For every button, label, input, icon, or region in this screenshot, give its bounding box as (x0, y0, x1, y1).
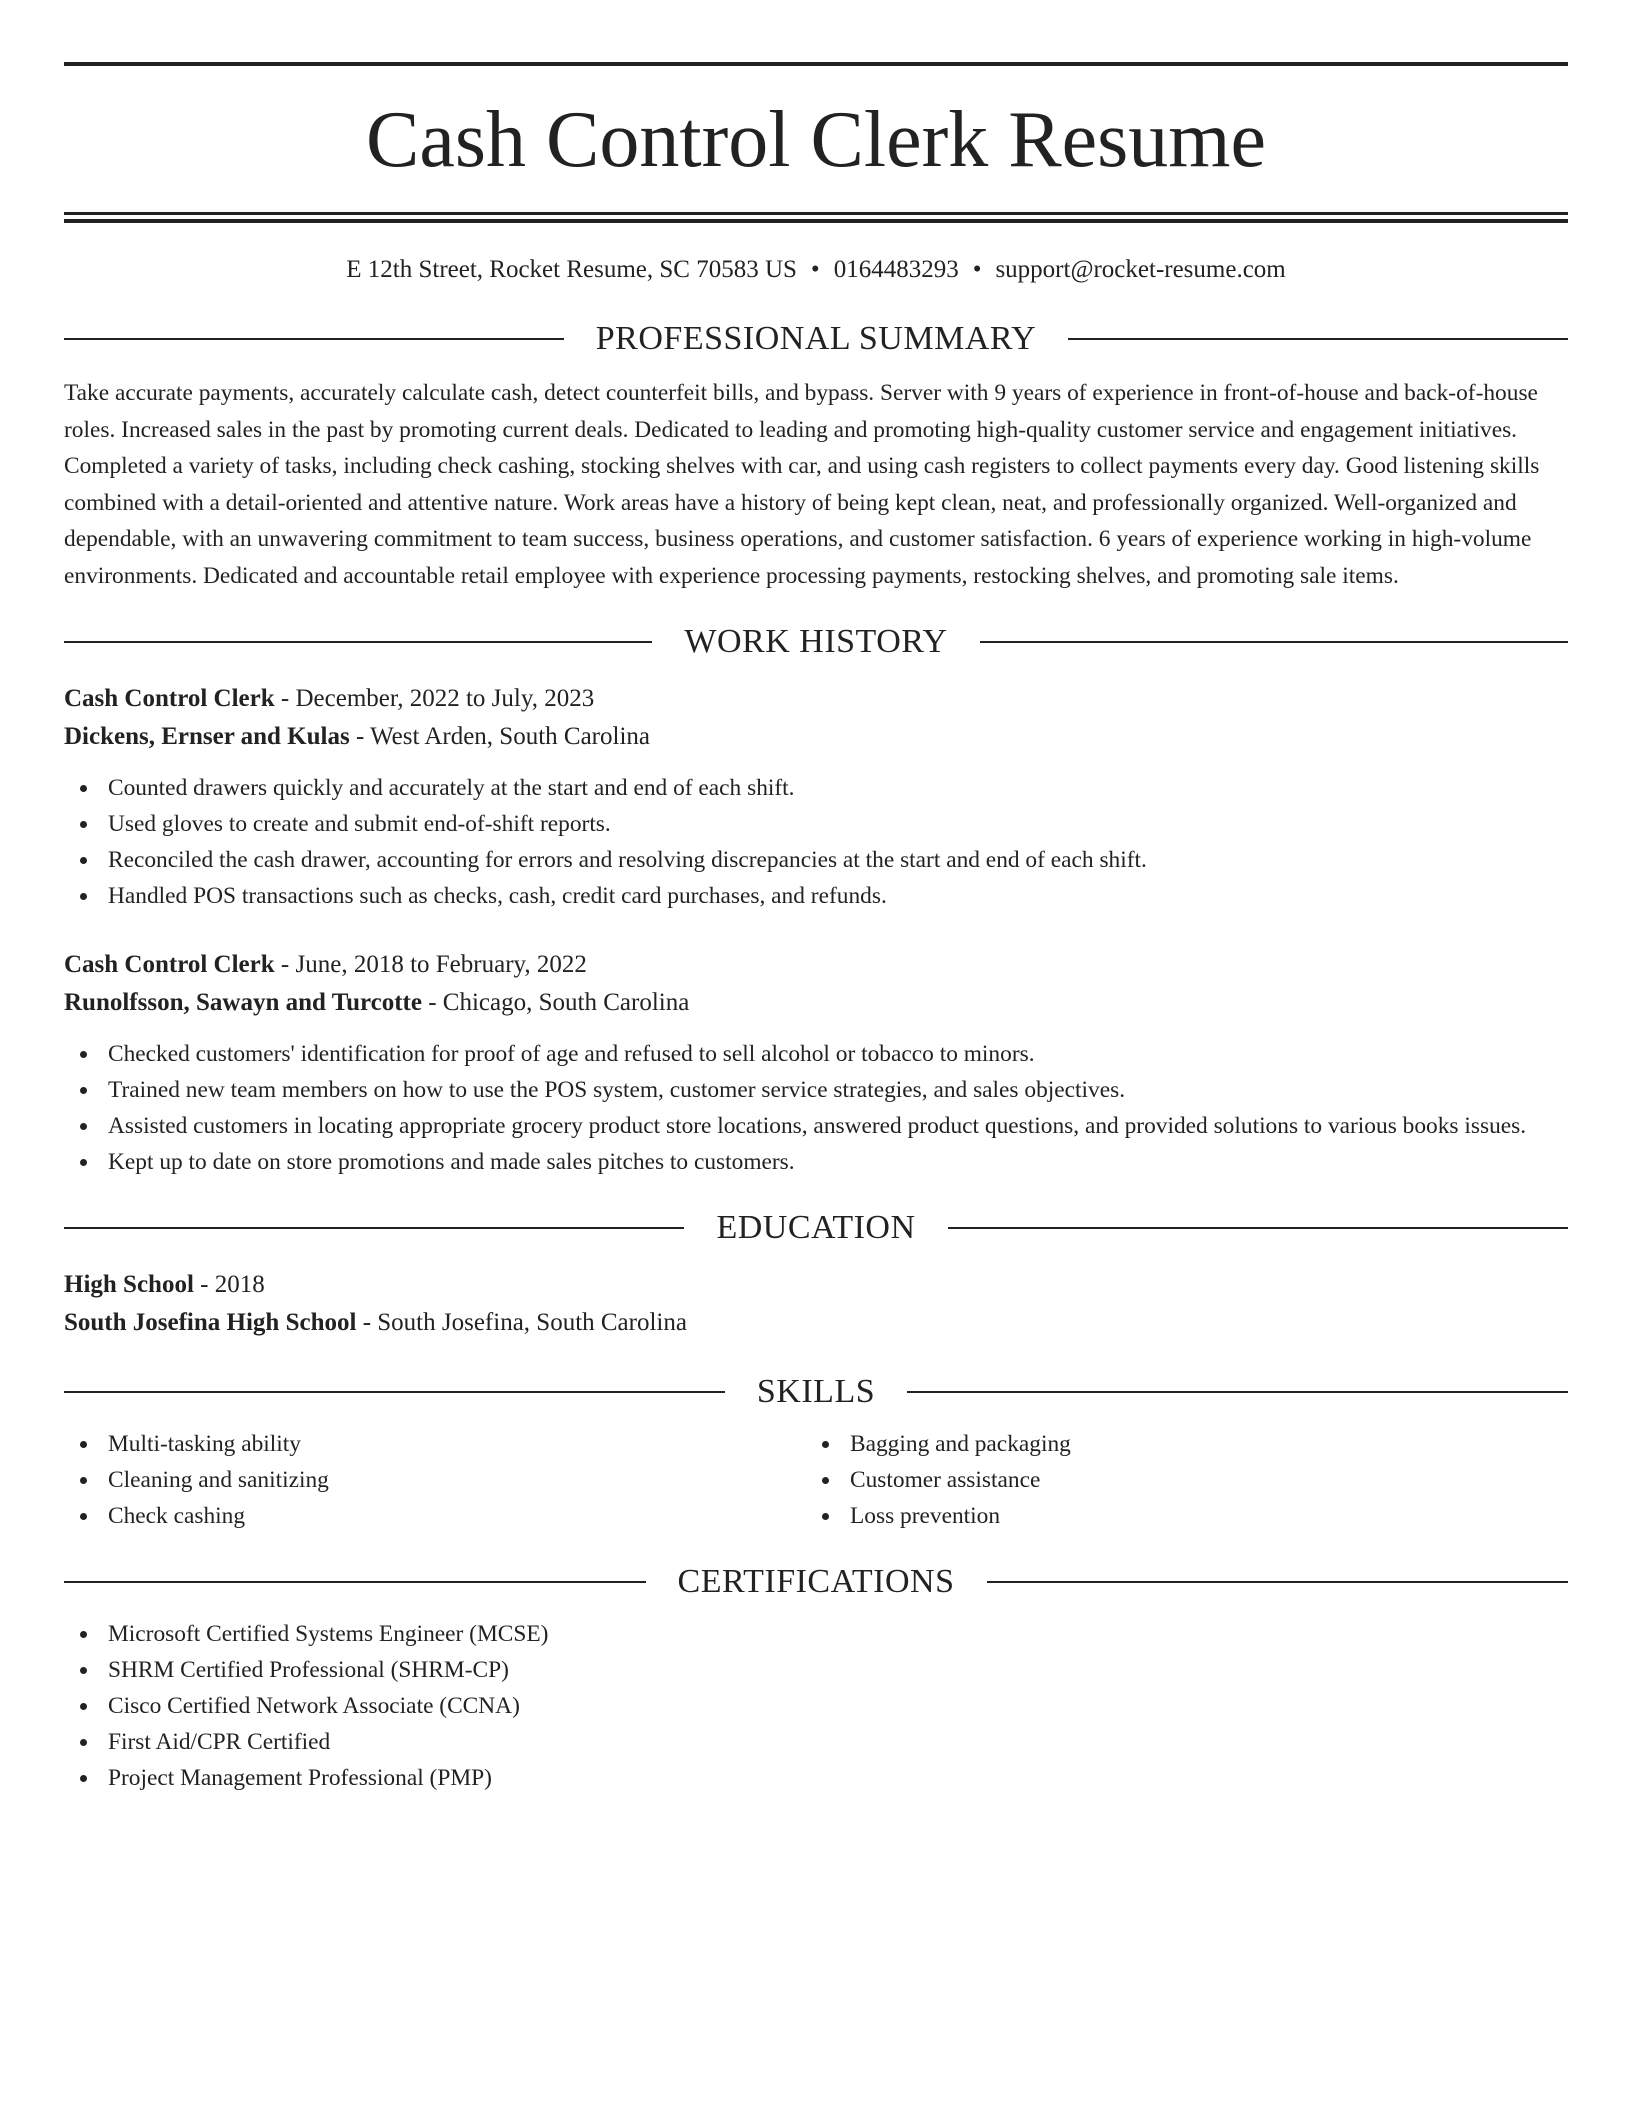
list-item: Used gloves to create and submit end-of-shift reports. (64, 806, 1568, 842)
page-title: Cash Control Clerk Resume (366, 96, 1266, 184)
job-entry (64, 680, 1568, 914)
contact-phone: 0164483293 (833, 256, 959, 283)
list-item: Counted drawers quickly and accurately at the start and end of each shift. (64, 770, 1568, 806)
heading-rule (64, 641, 652, 643)
skills-column-right (806, 1426, 1548, 1534)
section-heading-label: CERTIFICATIONS (677, 1563, 955, 1600)
list-item: Customer assistance (806, 1462, 1548, 1498)
heading-rule (64, 1581, 646, 1583)
list-item: Project Management Professional (PMP) (64, 1760, 1568, 1796)
job-dates: - December, 2022 to July, 2023 (274, 685, 595, 712)
top-rule (64, 62, 1568, 66)
contact-address: E 12th Street, Rocket Resume, SC 70583 US (346, 256, 797, 283)
job-location: - Chicago, South Carolina (421, 989, 690, 1016)
section-heading-label: EDUCATION (716, 1209, 916, 1246)
job-company: Runolfsson, Sawayn and Turcotte (64, 989, 422, 1016)
job-entry (64, 946, 1568, 1180)
list-item: SHRM Certified Professional (SHRM-CP) (64, 1652, 1568, 1688)
heading-rule (948, 1227, 1568, 1229)
summary-text: Take accurate payments, accurately calculate cash, detect counterfeit bills, and bypass. Server with 9 years of experience in front-of-house and back-of-house roles. Increased sales in the past by promoting current deals. Dedicated to leading and promoting high-quality customer service and engagement initiatives. Completed a variety of tasks, including check cashing, stocking shelves with car, and using cash registers to collect payments every day. Good listening skills combined with a detail-oriented and attentive nature. Work areas have a history of being kept clean, neat, and professionally organized. Well-organized and dependable, with an unwavering commitment to team success, business operations, and customer satisfaction. 6 years of experience working in high-volume environments. Dedicated and accountable retail employee with experience processing payments, restocking shelves, and promoting sale items. (64, 380, 1540, 589)
certifications-list (64, 1616, 1568, 1796)
education-degree-line (64, 1266, 1568, 1304)
skills-grid (64, 1426, 1568, 1534)
education-degree: High School (64, 1271, 194, 1298)
list-item: Kept up to date on store promotions and made sales pitches to customers. (64, 1144, 1568, 1180)
section-heading-work (64, 622, 1568, 662)
list-item: Multi-tasking ability (64, 1426, 806, 1462)
skills-column-left (64, 1426, 806, 1534)
heading-rule (64, 1227, 684, 1229)
list-item: Reconciled the cash drawer, accounting for errors and resolving discrepancies at the start and end of each shift. (64, 842, 1568, 878)
education-entry (64, 1266, 1568, 1342)
heading-rule (907, 1391, 1568, 1393)
heading-rule (1068, 338, 1568, 340)
education-year: - 2018 (193, 1271, 265, 1298)
section-heading-label: WORK HISTORY (684, 623, 948, 660)
contact-line (64, 255, 1568, 285)
list-item: Loss prevention (806, 1498, 1548, 1534)
education-school: South Josefina High School (64, 1309, 357, 1336)
job-bullets (64, 770, 1568, 914)
job-company-line (64, 984, 1568, 1022)
job-title: Cash Control Clerk (64, 951, 275, 978)
list-item: Bagging and packaging (806, 1426, 1548, 1462)
education-school-line (64, 1304, 1568, 1342)
job-dates: - June, 2018 to February, 2022 (274, 951, 587, 978)
title-double-rule (64, 212, 1568, 223)
resume-page (64, 62, 1568, 1796)
list-item: Checked customers' identification for proof of age and refused to sell alcohol or tobacco to minors. (64, 1036, 1568, 1072)
list-item: Handled POS transactions such as checks, cash, credit card purchases, and refunds. (64, 878, 1568, 914)
heading-rule (64, 338, 564, 340)
job-company-line (64, 718, 1568, 756)
job-title-line (64, 946, 1568, 984)
heading-rule (987, 1581, 1569, 1583)
section-heading-label: SKILLS (756, 1373, 876, 1410)
section-heading-certifications (64, 1562, 1568, 1602)
list-item: Microsoft Certified Systems Engineer (MCSE) (64, 1616, 1568, 1652)
contact-separator: • (810, 256, 820, 283)
job-bullets (64, 1036, 1568, 1180)
section-heading-label: PROFESSIONAL SUMMARY (595, 320, 1037, 357)
list-item: Trained new team members on how to use the POS system, customer service strategies, and sales objectives. (64, 1072, 1568, 1108)
education-location: - South Josefina, South Carolina (356, 1309, 687, 1336)
section-heading-skills (64, 1372, 1568, 1412)
list-item: Assisted customers in locating appropriate grocery product store locations, answered product questions, and provided solutions to various books issues. (64, 1108, 1568, 1144)
list-item: Cisco Certified Network Associate (CCNA) (64, 1688, 1568, 1724)
job-company: Dickens, Ernser and Kulas (64, 723, 350, 750)
list-item: First Aid/CPR Certified (64, 1724, 1568, 1760)
section-heading-summary (64, 319, 1568, 359)
contact-email: support@rocket-resume.com (995, 256, 1286, 283)
job-title-line (64, 680, 1568, 718)
job-location: - West Arden, South Carolina (349, 723, 650, 750)
heading-rule (64, 1391, 725, 1393)
contact-separator: • (972, 256, 982, 283)
section-heading-education (64, 1208, 1568, 1248)
list-item: Cleaning and sanitizing (64, 1462, 806, 1498)
job-title: Cash Control Clerk (64, 685, 275, 712)
list-item: Check cashing (64, 1498, 806, 1534)
heading-rule (980, 641, 1568, 643)
